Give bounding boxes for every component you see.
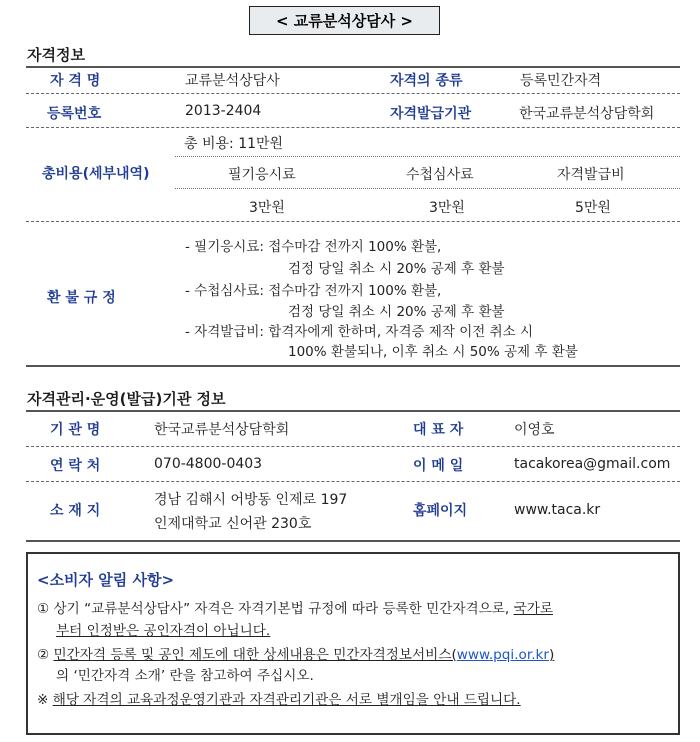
refund-line: 검정 당일 취소 시 20% 공제 후 환불 — [288, 261, 505, 277]
qualification-name-value: 교류분석상담사 — [185, 73, 280, 89]
notice-item-1 — [37, 597, 553, 617]
cost-value-exam: 3만원 — [249, 200, 285, 216]
issuer-value: 한국교류분석상담학회 — [519, 106, 655, 122]
qualification-type-value: 등록민간자격 — [520, 73, 602, 89]
table-bottom-rule — [26, 365, 680, 367]
address-line-1: 경남 김해시 어방동 인제로 197 — [154, 492, 348, 508]
cost-subdivider — [175, 156, 680, 157]
notice-text: 상기 “교류분석상담사” 자격은 자격기본법 규정에 따라 등록한 민간자격으로, — [53, 601, 510, 617]
notice-marker: ① — [37, 601, 50, 617]
row-divider — [26, 221, 680, 222]
qualification-name-label: 자 격 명 — [50, 73, 101, 89]
homepage-label: 홈페이지 — [413, 503, 468, 519]
registration-number-label: 등록번호 — [47, 106, 102, 122]
cost-header-issue: 자격발급비 — [557, 167, 625, 183]
representative-label: 대 표 자 — [413, 422, 464, 438]
total-cost-label: 총비용(세부내역) — [42, 166, 150, 182]
notice-item-2-continued: 의 ‘민간자격 소개’ 란을 참고하여 주십시오. — [56, 668, 314, 684]
email-label: 이 메 일 — [413, 458, 464, 474]
notice-item-1-continued: 부터 인정받은 공인자격이 아닙니다. — [56, 623, 271, 639]
issuer-label: 자격발급기관 — [390, 106, 472, 122]
refund-line: 검정 당일 취소 시 20% 공제 후 환불 — [288, 304, 505, 320]
refund-line: - 자격발급비: 합격자에게 한하며, 자격증 제작 이전 취소 시 — [185, 324, 533, 340]
notice-text-underlined: ) — [548, 647, 555, 663]
row-divider — [26, 127, 680, 128]
cost-value-issue: 5만원 — [575, 200, 611, 216]
phone-value: 070-4800-0403 — [154, 456, 263, 472]
notice-marker: ※ — [37, 692, 49, 708]
organization-label: 기 관 명 — [50, 422, 101, 438]
notice-text-underlined: 민간자격 등록 및 공인 제도에 대한 상세내용은 민간자격정보서비스( — [53, 647, 457, 663]
registration-number-value: 2013-2404 — [185, 103, 262, 119]
table-top-rule — [26, 66, 680, 68]
address-label: 소 재 지 — [50, 503, 101, 519]
email-value[interactable]: tacakorea@gmail.com — [514, 456, 671, 472]
notice-marker: ② — [37, 647, 50, 663]
refund-policy-label: 환 불 규 정 — [47, 290, 116, 306]
total-cost-value: 총 비용: 11만원 — [184, 136, 284, 152]
notice-text-underlined: 해당 자격의 교육과정운영기관과 자격관리기관은 서로 별개임을 안내 드립니다. — [52, 692, 521, 708]
address-line-2: 인제대학교 신어관 230호 — [154, 516, 312, 532]
page-title: < 교류분석상담사 > — [249, 6, 440, 35]
qualification-type-label: 자격의 종류 — [390, 73, 463, 89]
cost-subdivider — [175, 188, 680, 189]
table-top-rule — [26, 410, 680, 412]
table-bottom-rule — [26, 540, 680, 542]
row-divider — [26, 446, 680, 447]
homepage-value[interactable]: www.taca.kr — [514, 502, 601, 518]
pqi-link[interactable]: www.pqi.or.kr — [456, 647, 549, 663]
notice-title: <소비자 알림 사항> — [37, 571, 175, 589]
refund-line: - 수첩심사료: 접수마감 전까지 100% 환불, — [185, 283, 442, 299]
row-divider — [26, 481, 680, 482]
section-heading-organization: 자격관리·운영(발급)기관 정보 — [27, 390, 226, 408]
phone-label: 연 락 처 — [50, 458, 101, 474]
section-heading-qualification: 자격정보 — [27, 46, 85, 64]
cost-value-review: 3만원 — [429, 200, 465, 216]
notice-text-underlined: 국가로 — [513, 601, 553, 617]
notice-item-3 — [37, 688, 521, 708]
notice-item-2 — [37, 643, 554, 663]
cost-header-exam: 필기응시료 — [228, 167, 296, 183]
cost-header-review: 수첩심사료 — [406, 167, 474, 183]
organization-value: 한국교류분석상담학회 — [154, 422, 290, 438]
refund-line: 100% 환불되나, 이후 취소 시 50% 공제 후 환불 — [288, 344, 578, 360]
representative-value: 이영호 — [514, 422, 555, 438]
refund-line: - 필기응시료: 접수마감 전까지 100% 환불, — [185, 239, 442, 255]
row-divider — [26, 93, 680, 94]
